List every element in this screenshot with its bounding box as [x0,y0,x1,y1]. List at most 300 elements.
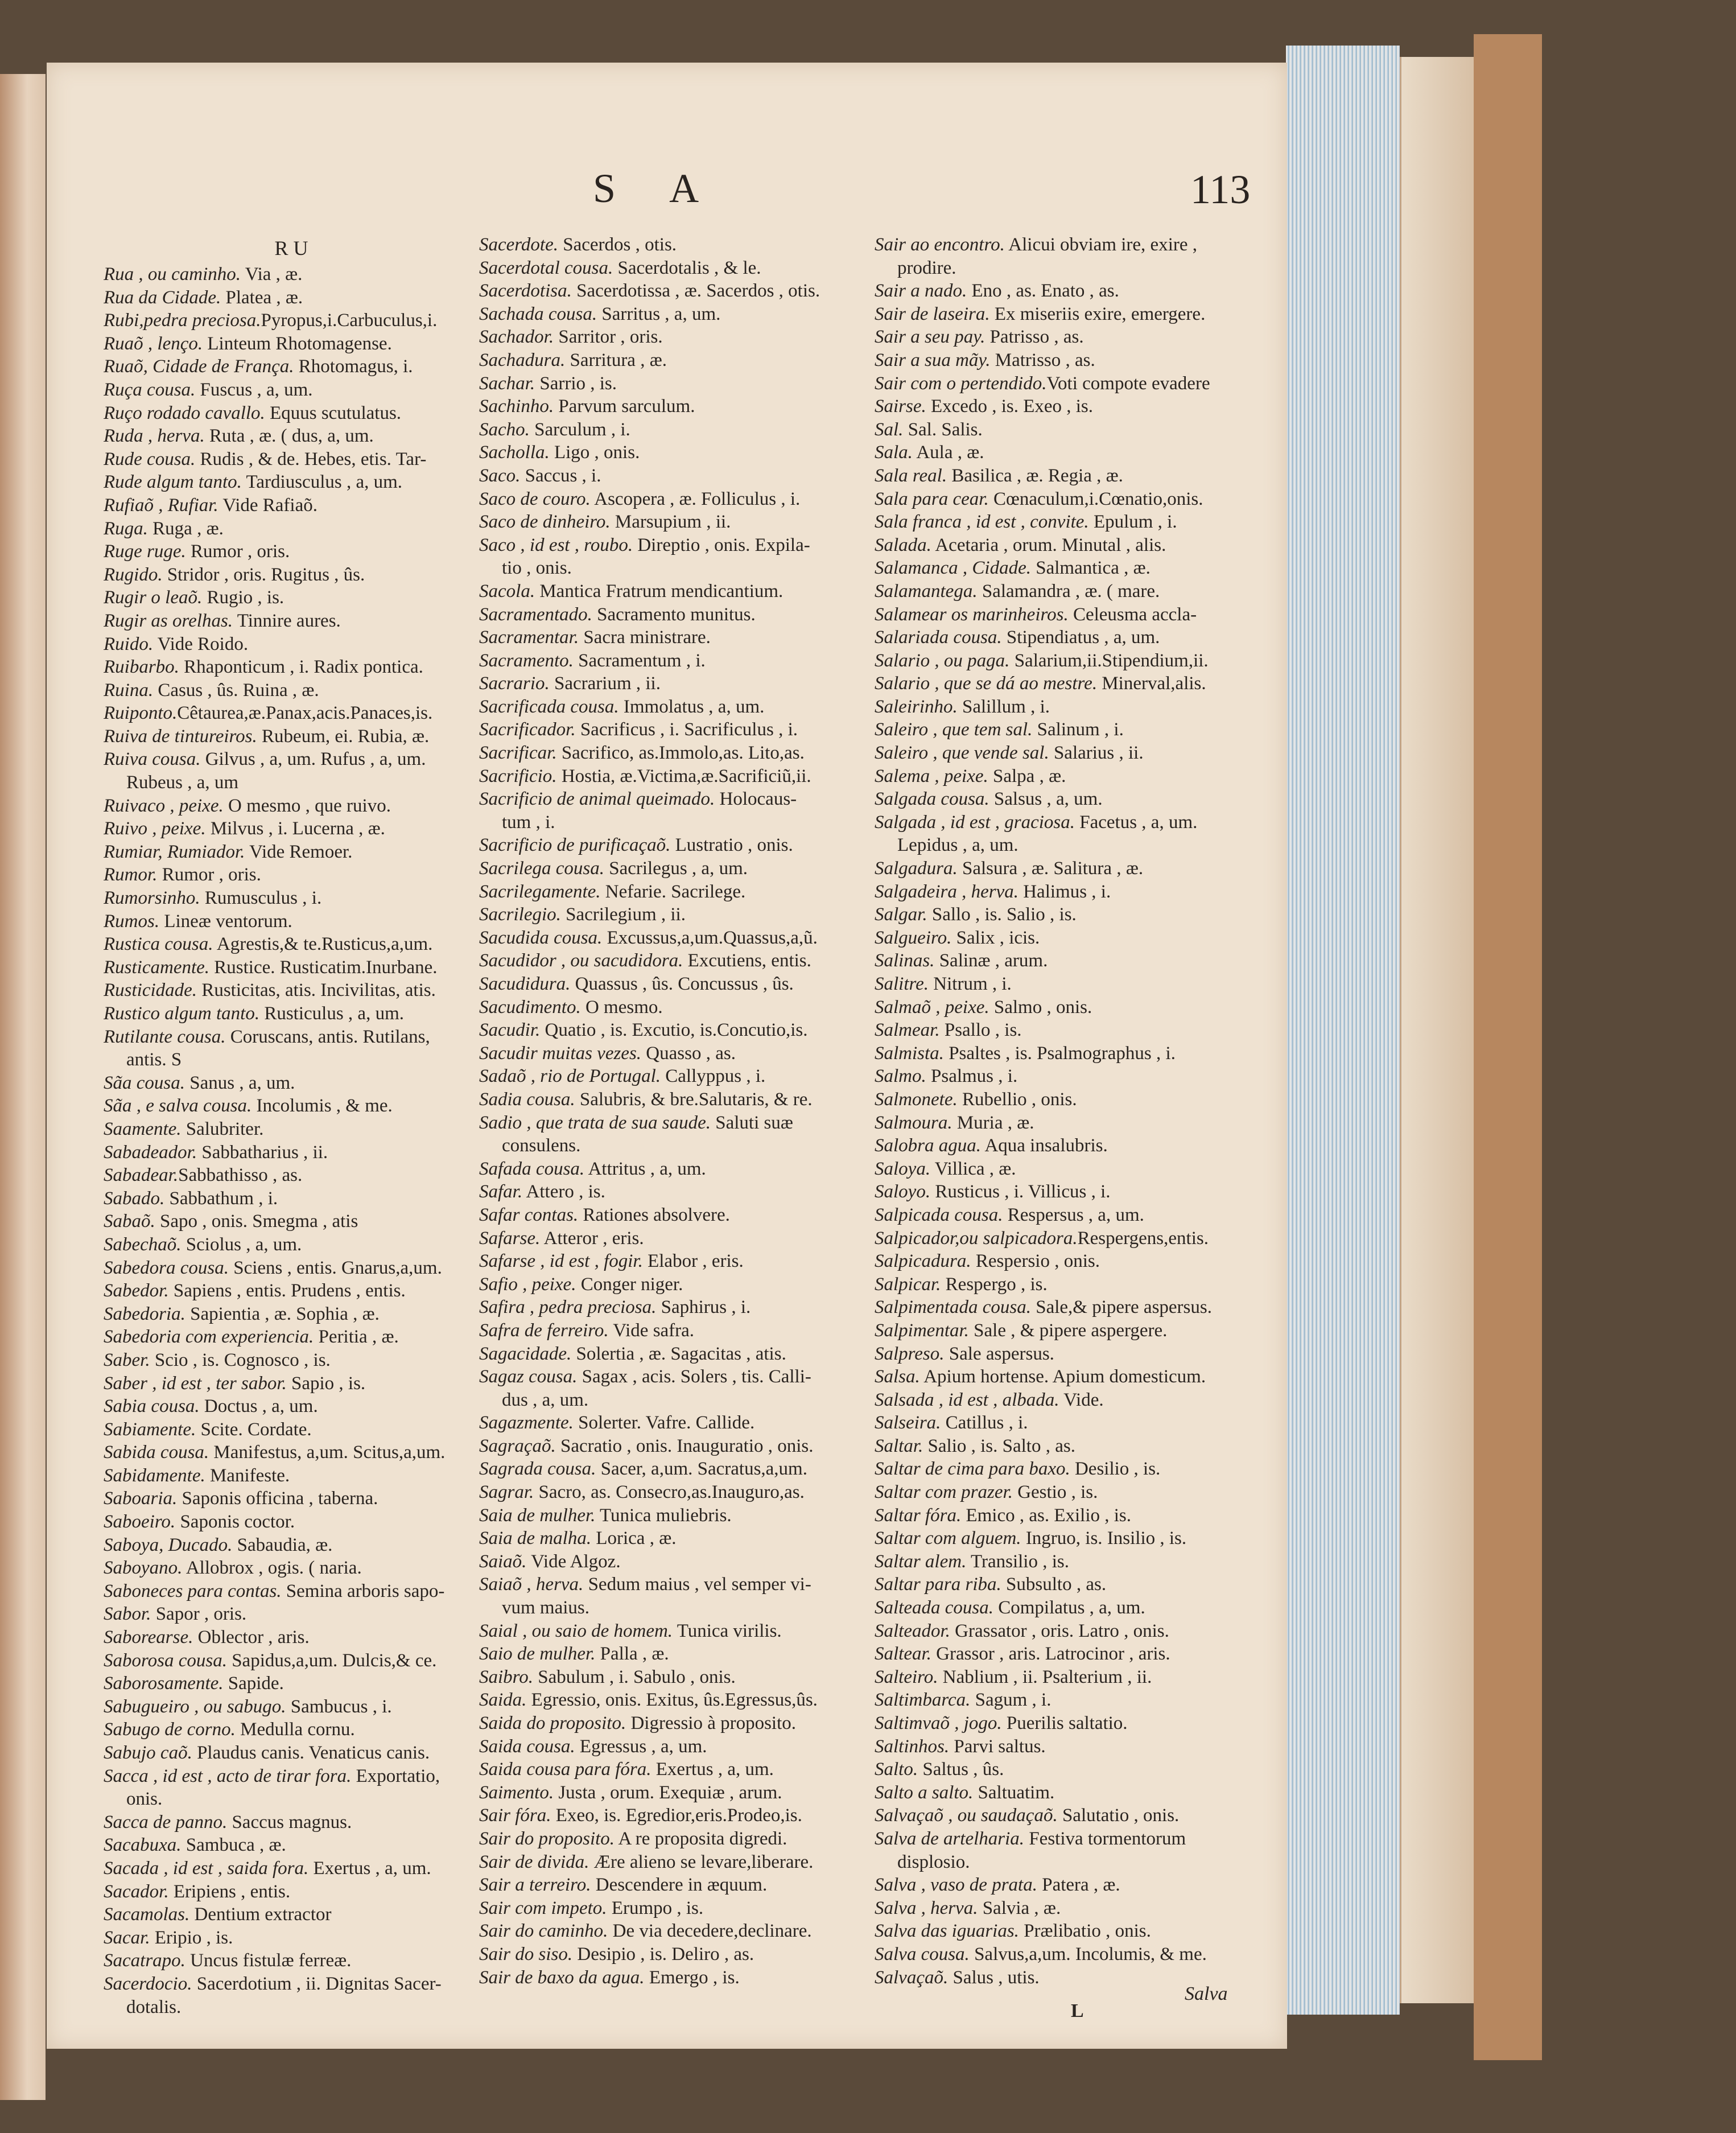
entry-latin: Salinum , i. [1032,719,1124,740]
entry-latin: Rumusculus , i. [200,888,322,909]
dictionary-entry [875,1227,1261,1250]
dictionary-entry [875,1735,1261,1759]
dictionary-entry [875,765,1261,788]
column-2 [479,233,866,1989]
entry-latin: Sagax , acis. Solers , tis. Calli- [577,1366,811,1387]
dictionary-entry [104,1002,490,1026]
dictionary-entry [875,303,1261,326]
dictionary-entry [104,679,490,702]
entry-latin: Plaudus canis. Venaticus canis. [192,1743,430,1763]
entry-headword: Rua , ou caminho. [104,264,241,285]
entry-headword: Ruibarbo. [104,657,179,678]
entry-latin: Facetus , a, um. [1075,812,1198,833]
entry-latin: Sabaudia, æ. [232,1534,333,1555]
entry-latin: Agrestis,& te.Rusticus,a,um. [213,934,433,955]
entry-latin: Respergens,entis. [1077,1228,1209,1249]
entry-latin: Salio , is. Salto , as. [923,1435,1075,1456]
entry-headword: Sabado. [104,1188,165,1209]
entry-latin: Sapide. [223,1673,284,1694]
entry-headword: Saltar com alguem. [875,1528,1021,1549]
dictionary-entry [104,1580,490,1603]
entry-headword: Salmoura. [875,1112,952,1133]
dictionary-entry [875,488,1261,511]
dictionary-entry [875,1180,1261,1204]
entry-latin: Lorica , æ. [591,1528,677,1549]
dictionary-entry [479,1920,866,1943]
entry-latin: Ligo , onis. [549,442,640,463]
dictionary-entry [104,702,490,725]
entry-headword: Rumos. [104,911,160,932]
entry-latin: Sciolus , a, um. [181,1234,302,1255]
entry-latin: Prælibatio , onis. [1018,1921,1151,1942]
entry-headword: Salmo. [875,1066,926,1087]
entry-latin: Basilica , æ. Regia , æ. [947,465,1123,486]
entry-latin: Catillus , i. [941,1413,1028,1434]
dictionary-entry [875,510,1261,534]
entry-headword: Sair do caminho. [479,1921,608,1942]
entry-headword: Salvaçaõ. [875,1967,949,1988]
entry-latin: Tunica muliebris. [595,1505,732,1526]
entry-latin: Excussus,a,um.Quassus,a,ũ. [602,927,818,948]
dictionary-entry [104,425,490,448]
entry-headword: Salgadeira , herva. [875,881,1018,902]
dictionary-entry [875,1712,1261,1735]
dictionary-entry [479,326,866,349]
dictionary-entry [104,1857,490,1880]
entry-headword: Sabugueiro , ou sabugo. [104,1696,286,1717]
dictionary-entry [104,1973,490,1996]
entry-latin: Tardiusculus , a, um. [241,472,403,493]
entry-latin: Grassator , oris. Latro , onis. [950,1620,1169,1641]
entry-latin: Sambucus , i. [286,1696,392,1717]
entry-headword: Sachar. [479,373,535,394]
dictionary-entry [875,949,1261,973]
dictionary-entry [104,1718,490,1741]
dictionary-entry [479,1827,866,1851]
entry-headword: Ruiponto. [104,703,178,724]
entry-latin: Sacer, a,um. Sacratus,a,um. [596,1459,807,1480]
entry-headword: Sabor. [104,1604,151,1625]
dictionary-entry [104,1072,490,1095]
dictionary-entry [875,1273,1261,1296]
entry-headword: Sagrada cousa. [479,1459,596,1480]
dictionary-entry [479,441,866,464]
entry-latin: Rubellio , onis. [957,1089,1077,1110]
entry-headword: Sabida cousa. [104,1442,209,1463]
entry-headword: Safarse. [479,1228,541,1249]
dictionary-entry [104,863,490,887]
entry-latin: Halimus , i. [1018,881,1111,902]
entry-headword: Salsada , id est , albada. [875,1389,1059,1410]
entry-latin: Sacramentum , i. [573,650,706,671]
dictionary-entry [104,1903,490,1926]
entry-headword: Salmonete. [875,1089,958,1110]
entry-latin: Ruga , æ. [147,518,224,539]
entry-latin: Peritia , æ. [314,1327,399,1348]
entry-latin: Salpa , æ. [988,765,1066,787]
entry-headword: Safarse , id est , fogir. [479,1251,643,1272]
entry-headword: Salva de artelharia. [875,1828,1025,1849]
entry-headword: Saboneces para contas. [104,1580,282,1601]
dictionary-entry [104,586,490,610]
dictionary-entry [479,1343,866,1366]
entry-latin: Sacrifico, as.Immolo,as. Lito,as. [556,743,805,764]
dictionary-entry [479,1296,866,1319]
entry-latin: Excutiens, entis. [683,950,811,971]
entry-headword: Sair com impeto. [479,1897,607,1918]
dictionary-entry [875,534,1261,557]
entry-latin: Palla , æ. [595,1644,669,1665]
entry-latin: Platea , æ. [221,287,303,308]
entry-latin: Justa , orum. Exequiæ , arum. [554,1782,782,1803]
entry-headword: Salobra agua. [875,1135,982,1156]
entry-headword: Saloya. [875,1158,931,1179]
dictionary-entry [104,956,490,979]
entry-latin: Uncus fistulæ ferreæ. [185,1950,352,1971]
dictionary-entry [875,1666,1261,1689]
dictionary-entry [104,1741,490,1765]
entry-headword: Sacrificar. [479,743,557,764]
entry-latin: Sapor , oris. [151,1604,247,1625]
dictionary-entry [479,1273,866,1296]
entry-headword: Sacrificio de animal queimado. [479,789,715,810]
entry-headword: Ruda , herva. [104,426,205,447]
entry-headword: Sadio , que trata de sua saude. [479,1112,711,1133]
entry-headword: Sabadeador. [104,1142,197,1163]
entry-latin: Compilatus , a, um. [993,1597,1145,1619]
dictionary-entry [875,1134,1261,1158]
dictionary-entry [104,1325,490,1349]
entry-headword: Rumor. [104,864,158,886]
dictionary-entry [479,1851,866,1874]
dictionary-entry [479,233,866,257]
entry-headword: Saber , id est , ter sabor. [104,1373,287,1394]
entry-headword: Saamente. [104,1118,182,1139]
entry-latin: Parvum sarculum. [554,396,695,417]
entry-latin: Sanus , a, um. [185,1072,295,1093]
dictionary-entry [104,1556,490,1580]
entry-headword: Saltimbarca. [875,1690,971,1711]
entry-headword: Ruga. [104,518,148,539]
entry-latin: Conger niger. [576,1274,683,1295]
entry-latin: Manifestus, a,um. Scitus,a,um. [209,1442,446,1463]
entry-headword: Sacudir muitas vezes. [479,1043,642,1064]
entry-headword: Saborosamente. [104,1673,224,1694]
dictionary-entry [104,540,490,563]
dictionary-entry [104,1765,490,1788]
entry-headword: Sachador. [479,327,554,348]
dictionary-entry [875,372,1261,396]
entry-latin: Sallo , is. Salio , is. [927,904,1077,925]
dictionary-entry [875,626,1261,649]
dictionary-entry [479,996,866,1019]
dictionary-entry [479,649,866,673]
dictionary-entry [104,979,490,1002]
entry-headword: Saleiro , que tem sal. [875,719,1033,740]
entry-latin: Quassus , ûs. Concussus , ûs. [570,974,794,994]
entry-latin: Exertus , a, um. [651,1759,774,1780]
entry-latin: Apium hortense. Apium domesticum. [919,1366,1206,1387]
entry-latin: Elabor , eris. [642,1251,744,1272]
dictionary-entry [875,788,1261,811]
dictionary-entry [479,973,866,996]
entry-latin: Exertus , a, um. [308,1858,431,1879]
entry-latin: Quasso , as. [641,1043,736,1064]
entry-headword: Sair a terreiro. [479,1875,591,1896]
dictionary-entry [104,1349,490,1372]
entry-headword: Sacca , id est , acto de tirar fora. [104,1765,352,1786]
dictionary-entry [479,372,866,396]
entry-latin: Cœnaculum,i.Cœnatio,onis. [988,488,1203,509]
entry-latin: Rudis , & de. Hebes, etis. Tar- [195,448,427,470]
entry-headword: Sacramentado. [479,604,592,625]
dictionary-entry [875,395,1261,418]
dictionary-entry [104,1141,490,1164]
entry-headword: Salpicadura. [875,1251,971,1272]
entry-headword: Salmear. [875,1020,940,1041]
entry-headword: Ruido. [104,633,154,654]
entry-headword: Ruço rodado cavallo. [104,402,265,423]
dictionary-entry [875,1481,1261,1504]
entry-continuation: tio , onis. [502,558,572,579]
dictionary-entry [875,233,1261,257]
entry-headword: Sacerdote. [479,234,558,255]
entry-headword: Sagazmente. [479,1413,574,1434]
dictionary-entry [875,1158,1261,1181]
dictionary-entry [875,880,1261,904]
entry-continuation: tum , i. [502,812,555,833]
entry-latin: Sagum , i. [970,1690,1052,1711]
dictionary-entry [479,1457,866,1481]
entry-latin: Rugio , is. [202,587,284,608]
entry-latin: Salix , icis. [951,927,1040,948]
entry-headword: Saiaõ , herva. [479,1574,584,1595]
entry-latin: Vide Remoer. [245,841,353,862]
entry-continuation: Lepidus , a, um. [897,835,1018,856]
entry-headword: Saco , id est , roubo. [479,534,633,555]
entry-headword: Saial , ou saio de homem. [479,1620,673,1641]
entry-latin: Sacrilegus , a, um. [604,858,748,879]
entry-continuation: prodire. [897,257,956,278]
entry-latin: Emergo , is. [644,1967,740,1988]
dictionary-entry [104,1257,490,1280]
dictionary-entry [875,1389,1261,1412]
entry-headword: Sacabuxa. [104,1835,182,1856]
entry-headword: Sair ao encontro. [875,234,1005,255]
dictionary-entry [479,1158,866,1181]
dictionary-entry [104,494,490,517]
dictionary-entry [104,1464,490,1488]
entry-headword: Saborearse. [104,1627,193,1648]
dictionary-entry [104,610,490,633]
entry-latin: Sarritura , æ. [565,349,667,370]
entry-latin: A re proposita digredi. [615,1828,787,1849]
entry-headword: Saltinhos. [875,1736,950,1757]
entry-latin: Respersio , onis. [971,1251,1100,1272]
dictionary-entry [479,603,866,627]
entry-headword: Saco de dinheiro. [479,512,611,533]
entry-latin: Salamandra , æ. ( mare. [977,580,1160,602]
entry-latin: Exportatio, [351,1765,440,1786]
entry-headword: Sabaõ. [104,1211,155,1232]
entry-latin: Gestio , is. [1012,1482,1098,1503]
dictionary-entry [104,1395,490,1418]
entry-latin: Ære alieno se levare,liberare. [589,1851,814,1872]
dictionary-entry [104,910,490,933]
entry-latin: Sacerdotium , ii. Dignitas Sacer- [192,1973,442,1994]
page-block-edge [1286,46,1400,2015]
entry-headword: Safar contas. [479,1204,579,1225]
dictionary-entry [875,418,1261,442]
entry-latin: Rhaponticum , i. Radix pontica. [179,657,423,678]
entry-latin: Milvus , i. Lucerna , æ. [205,818,385,839]
entry-latin: Sacerdotalis , & le. [613,257,761,278]
entry-headword: Saia de mulher. [479,1505,596,1526]
entry-headword: Sabia cousa. [104,1396,200,1417]
dictionary-entry [479,1758,866,1781]
entry-latin: Festiva tormentorum [1024,1828,1186,1849]
dictionary-entry [875,1781,1261,1805]
entry-headword: Saltar com prazer. [875,1482,1013,1503]
dictionary-entry [104,817,490,841]
dictionary-entry [875,903,1261,927]
entry-headword: Saboya, Ducado. [104,1534,233,1555]
entry-headword: Ruaõ , lenço. [104,333,203,354]
dictionary-entry [104,1534,490,1557]
dictionary-entry [479,1504,866,1527]
entry-headword: Sacrilega cousa. [479,858,604,879]
dictionary-entry [104,1834,490,1857]
entry-latin: Marsupium , ii. [610,512,731,533]
entry-continuation: onis. [126,1789,163,1810]
dictionary-entry [479,303,866,326]
dictionary-entry [479,880,866,904]
entry-headword: Saloyo. [875,1181,931,1203]
entry-headword: Sacrario. [479,673,550,694]
entry-continuation: dotalis. [126,1996,182,2017]
entry-headword: Salema , peixe. [875,765,988,787]
entry-latin: Manifeste. [205,1465,290,1486]
dictionary-entry [479,1712,866,1735]
entry-headword: Ruaõ, Cidade de França. [104,356,294,377]
entry-latin: Salmo , onis. [989,997,1092,1018]
entry-headword: Sala. [875,442,913,463]
dictionary-entry [479,1573,866,1596]
dictionary-entry [479,1966,866,1990]
dictionary-entry [104,309,490,332]
dictionary-entry [875,1204,1261,1227]
dictionary-entry [875,857,1261,880]
entry-continuation: dus , a, um. [502,1389,589,1410]
dictionary-entry [479,857,866,880]
entry-headword: Sabedora cousa. [104,1257,229,1278]
entry-headword: Sacamolas. [104,1904,190,1925]
entry-latin: Stipendiatus , a, um. [1001,627,1160,648]
dictionary-entry [479,1943,866,1966]
dictionary-entry [104,263,490,286]
entry-latin: Rustice. Rusticatim.Inurbane. [209,957,438,978]
dictionary-entry [104,1094,490,1118]
entry-latin: Epulum , i. [1088,512,1177,533]
dictionary-entry [104,933,490,956]
dictionary-entry [104,1487,490,1510]
entry-headword: Salitre. [875,974,929,994]
entry-headword: Salgar. [875,904,927,925]
dictionary-entry [479,279,866,303]
entry-latin: Celeusma accla- [1068,604,1197,625]
entry-headword: Salario , que se dá ao mestre. [875,673,1098,694]
entry-headword: Saltimvaõ , jogo. [875,1713,1002,1733]
dictionary-entry [104,563,490,587]
dictionary-entry [104,656,490,679]
entry-headword: Salteada cousa. [875,1597,993,1619]
entry-headword: Safada cousa. [479,1158,585,1179]
dictionary-entry [479,1088,866,1111]
entry-headword: Salvaçaõ , ou saudaçaõ. [875,1805,1058,1826]
entry-latin: Sedum maius , vel semper vi- [583,1574,811,1595]
entry-latin: Psaltes , is. Psalmographus , i. [943,1043,1176,1064]
section-heading: R U [274,237,308,260]
entry-headword: Sacrificio de purificaçaõ. [479,835,671,856]
entry-latin: Sacerdos , otis. [558,234,677,255]
entry-latin: Holocaus- [715,789,797,810]
entry-latin: Sapidus,a,um. Dulcis,& ce. [226,1650,437,1671]
entry-headword: Sabadear. [104,1165,179,1186]
entry-latin: Sabbathisso , as. [178,1165,303,1186]
entry-headword: Sala real. [875,465,947,486]
entry-latin: Rusticus , i. Villicus , i. [930,1181,1111,1203]
entry-latin: Patrisso , as. [985,327,1084,348]
entry-latin: Equus scutulatus. [265,402,402,423]
entry-headword: Sacada , id est , saida fora. [104,1858,309,1879]
entry-headword: Safio , peixe. [479,1274,576,1295]
entry-latin: Callyppus , i. [661,1066,766,1087]
dictionary-entry [479,534,866,557]
dictionary-entry [104,1626,490,1649]
entry-headword: Salto. [875,1759,918,1780]
column-3 [875,233,1261,1989]
dictionary-entry [479,1804,866,1827]
entry-headword: Sair de divida. [479,1851,589,1872]
entry-latin: Rumor , oris. [185,541,290,562]
dictionary-entry [875,1920,1261,1943]
dictionary-entry [479,1781,866,1805]
entry-latin: Sacrilegium , ii. [560,904,686,925]
page-number: 113 [1190,167,1251,212]
dictionary-entry [479,1620,866,1643]
dictionary-entry [479,903,866,927]
entry-headword: Salseira. [875,1413,941,1434]
entry-latin: Sale,& pipere aspersus. [1030,1297,1212,1318]
entry-latin: Aula , æ. [912,442,984,463]
catchword: Salva [1185,1983,1228,2004]
dictionary-entry [479,1527,866,1550]
entry-headword: Rua da Cidade. [104,287,221,308]
dictionary-entry [875,464,1261,488]
entry-headword: Sacrificio. [479,765,557,787]
dictionary-entry [479,488,866,511]
entry-headword: Ruiva de tintureiros. [104,726,257,747]
entry-latin: Rusticitas, atis. Incivilitas, atis. [197,980,436,1001]
entry-latin: Subsulto , as. [1001,1574,1107,1595]
dictionary-entry [104,1372,490,1395]
entry-headword: Sair de baxo da agua. [479,1967,645,1988]
dictionary-entry [479,1227,866,1250]
entry-latin: Linteum Rhotomagense. [203,333,392,354]
dictionary-entry [479,1550,866,1574]
entry-latin: Dentium extractor [189,1904,332,1925]
dictionary-entry [104,794,490,818]
